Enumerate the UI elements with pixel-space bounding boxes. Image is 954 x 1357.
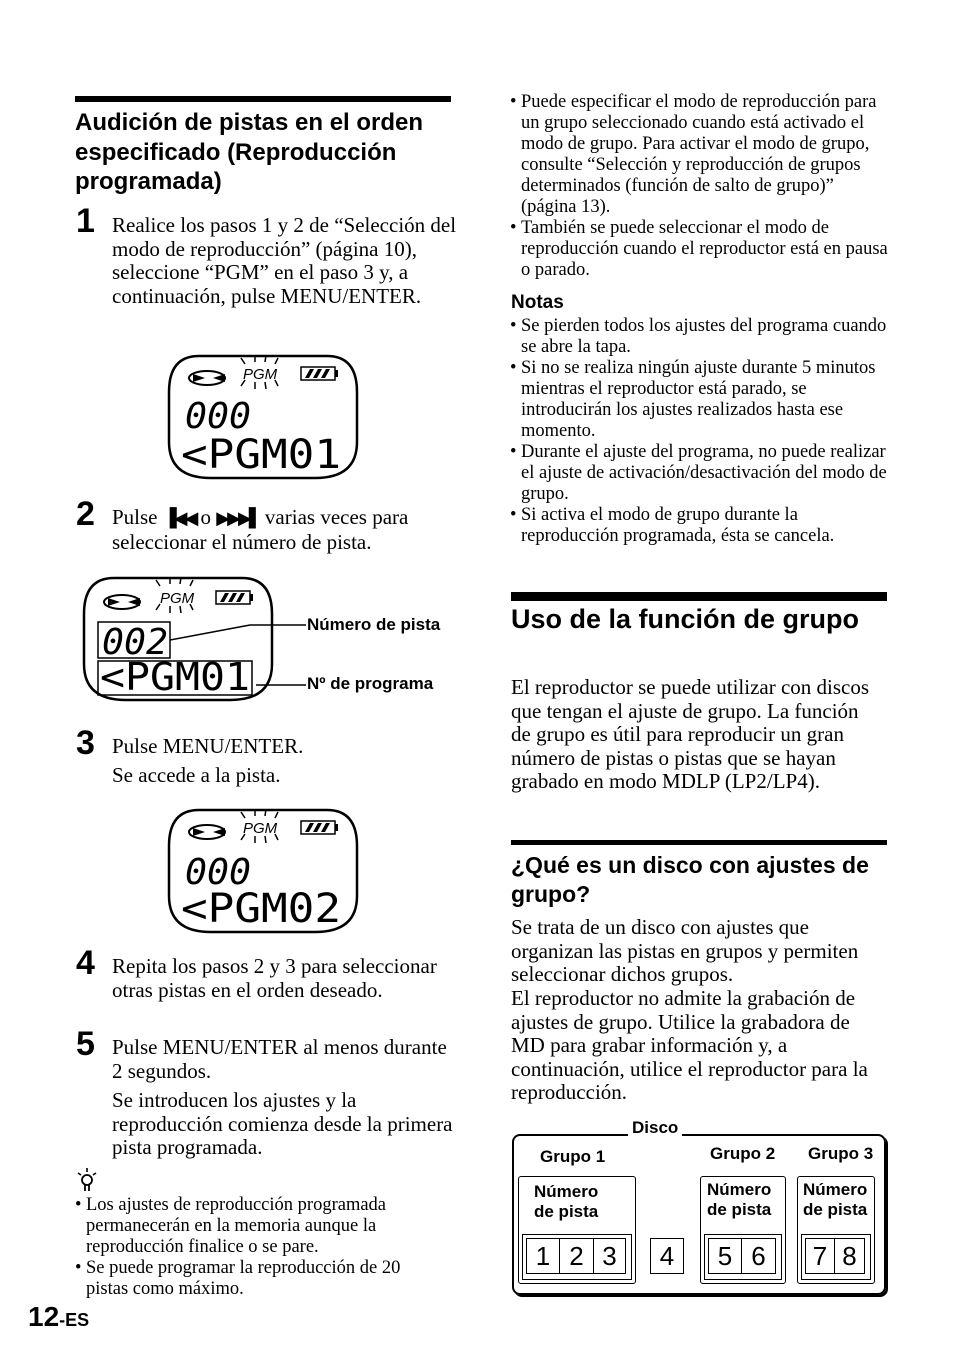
group-disc-paragraph-1: Se trata de un disco con ajustes que organizan las pistas en grupos y permiten seleccionar dichos grupos. [511,915,859,986]
lcd-track-digits: 000 [185,852,251,893]
group-3-track-label: Número de pista [803,1180,868,1219]
step-number-2: 2 [76,495,95,533]
note-item: • Si no se realiza ningún ajuste durante 5 minutos mientras el reproductor está parado, se introducirán los ajustes realizados hasta ese momento. [510,358,890,442]
group-disc-paragraph-2: El reproductor no admite la grabación de ajustes de grupo. Utilice la grabadora de MD para grabar información y, a continuación, utilice el reproductor para la reproducción. [511,986,868,1104]
bullet-item: • También se puede seleccionar el modo de reproducción cuando el reproductor está en pausa o parado. [510,218,888,281]
heading-rule-right [511,592,887,601]
track-cell: 7 [805,1238,835,1274]
next-track-icon: ▶▶▶▌ [216,508,260,529]
track-cell: 2 [560,1238,594,1274]
group-3-label: Grupo 3 [808,1144,874,1163]
group-function-paragraph: El reproductor se puede utilizar con discos que tengan el ajuste de grupo. La función de grupo es útil para reproducir un gran número de pistas o pistas que se hayan grabado en modo MDLP (LP2/LP4). [511,675,870,793]
callout-program-number: Nº de programa [307,674,434,693]
disc-icon [189,371,225,385]
lcd-display-3 [165,806,361,936]
step-number-1: 1 [76,202,95,240]
step-2-text: Pulse ▐◀◀ o ▶▶▶▌ varias veces para seleccionar el número de pista. [112,505,409,554]
track-cell: 1 [526,1238,560,1274]
track-cell: 3 [594,1238,626,1274]
step-5-text: Pulse MENU/ENTER al menos durante 2 segundos. [112,1035,447,1083]
lcd-program-line: <PGM01 [181,432,341,478]
tip-lightbulb-icon [76,1167,98,1193]
battery-icon [216,591,253,604]
section-heading-program-play: Audición de pistas en el orden especificado (Reproducción programada) [75,109,424,195]
subheading-rule [511,840,887,845]
group-2-track-label: Número de pista [707,1180,772,1219]
tip-item: • Los ajustes de reproducción programada permanecerán en la memoria aunque la reproducción finalice o se pare. [75,1195,420,1258]
callout-track-number: Número de pista [307,615,441,634]
note-item: • Si activa el modo de grupo durante la reproducción programada, ésta se cancela. [510,505,890,547]
page-number: 12-ES [28,1301,90,1332]
step-1-text: Realice los pasos 1 y 2 de “Selección del modo de reproducción” (página 10), seleccione “PGM” en el paso 3 y, a continuación, pulse MENU/ENTER. [112,213,457,308]
bullet-item: • Puede especificar el modo de reproducción para un grupo seleccionado cuando está activado el modo de grupo. Para activar el modo de grupo, consulte “Selección y reproducción de grupos determinados (función de salto de grupo)” (página 13). [510,92,888,218]
step-number-4: 4 [76,944,95,982]
callout-lines [170,615,310,695]
pgm-indicator: PGM [243,366,278,383]
pgm-indicator: PGM [243,820,278,837]
disc-label: Disco [628,1118,682,1138]
track-cell: 6 [742,1238,776,1274]
top-bullets [510,92,888,281]
step-number-5: 5 [76,1025,95,1063]
track-cell: 5 [708,1238,742,1274]
step-3-text: Pulse MENU/ENTER. [112,734,304,758]
section-heading-group-function: Uso de la función de grupo [511,604,860,634]
pgm-indicator: PGM [160,590,195,607]
lcd-display-1 [165,352,361,482]
notes-list [510,316,890,547]
lcd-program-line: <PGM02 [181,886,341,932]
disc-icon [104,595,140,609]
track-cell-ungrouped: 4 [650,1238,684,1274]
group-disc-diagram [510,1116,886,1296]
track-cell: 8 [835,1238,865,1274]
tips-list [75,1195,420,1300]
step-4-text: Repita los pasos 2 y 3 para seleccionar otras pistas en el orden deseado. [112,954,437,1002]
group-2-label: Grupo 2 [710,1144,776,1163]
group-1-label: Grupo 1 [540,1147,606,1166]
step-5-subtext: Se introducen los ajustes y la reproducción comienza desde la primera pista programada. [112,1088,453,1159]
lcd-track-digits: 000 [185,396,251,437]
lcd-track-digits: 002 [102,622,168,663]
disc-icon [189,825,225,839]
previous-track-icon: ▐◀◀ [162,508,196,529]
tip-item: • Se puede programar la reproducción de 20 pistas como máximo. [75,1258,420,1300]
battery-icon [301,821,338,834]
battery-icon [301,367,338,380]
notes-heading: Notas [511,292,564,313]
step-number-3: 3 [76,724,95,762]
lcd-program-line: <PGM01 [100,655,250,699]
step-3-subtext: Se accede a la pista. [112,763,281,787]
group-1-track-label: Número de pista [534,1182,599,1221]
note-item: • Durante el ajuste del programa, no puede realizar el ajuste de activación/desactivación del modo de grupo. [510,442,890,505]
subheading-group-disc: ¿Qué es un disco con ajustes de grupo? [511,852,869,907]
note-item: • Se pierden todos los ajustes del programa cuando se abre la tapa. [510,316,890,358]
heading-rule-left [75,96,451,102]
